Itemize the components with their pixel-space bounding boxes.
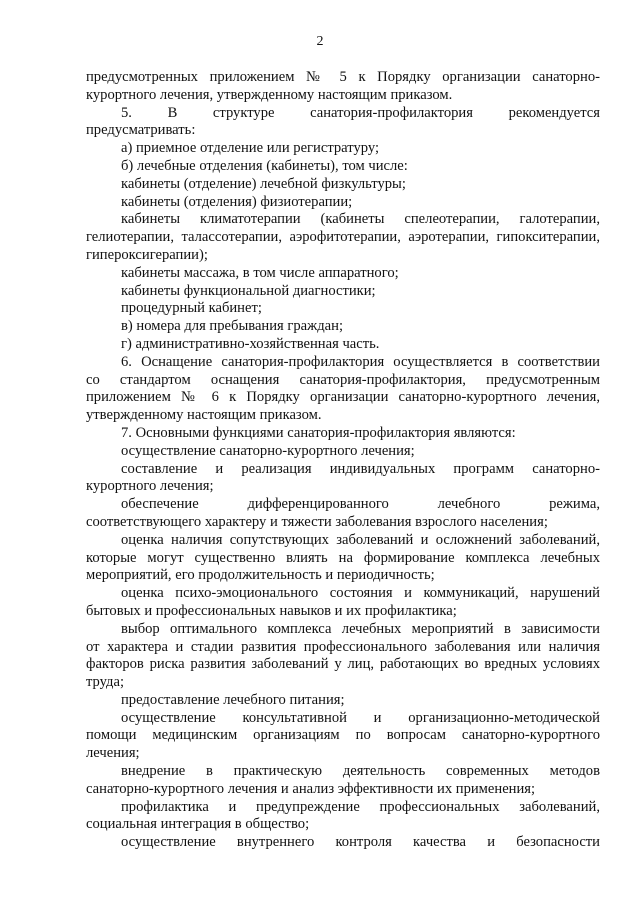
text-line: 5. В структуре санатория-профилактория рекомендуется bbox=[121, 104, 600, 121]
page-number: 2 bbox=[316, 34, 324, 49]
text-line: составление и реализация индивидуальных программ санаторно- bbox=[121, 460, 600, 477]
text-line: обеспечение дифференцированного лечебного режима, bbox=[121, 496, 600, 513]
text-line: курортного лечения, утвержденному настоящим приказом. bbox=[86, 86, 453, 103]
text-line: осуществление консультативной и организационно-методической bbox=[121, 709, 600, 726]
text-line: б) лечебные отделения (кабинеты), том числе: bbox=[121, 157, 408, 174]
text-line: приложением № 6 к Порядку организации санаторно-курортного лечения, bbox=[86, 389, 600, 406]
text-line: факторов риска развития заболеваний у лиц, работающих во вредных условиях bbox=[86, 656, 600, 673]
text-line: г) административно-хозяйственная часть. bbox=[121, 335, 380, 352]
text-line: выбор оптимального комплекса лечебных мероприятий в зависимости bbox=[121, 620, 600, 637]
text-line: кабинеты функциональной диагностики; bbox=[121, 282, 376, 299]
text-line: социальная интеграция в общество; bbox=[86, 816, 310, 833]
text-line: кабинеты (отделения) физиотерапии; bbox=[121, 193, 353, 210]
text-line: в) номера для пребывания граждан; bbox=[121, 318, 344, 335]
text-line: осуществление внутреннего контроля качества и безопасности bbox=[121, 834, 600, 851]
text-line: 6. Оснащение санатория-профилактория осуществляется в соответствии bbox=[121, 353, 600, 370]
text-line: оценка психо-эмоционального состояния и коммуникаций, нарушений bbox=[121, 585, 600, 602]
text-line: со стандартом оснащения санатория-профилактория, предусмотренным bbox=[86, 371, 600, 388]
text-line: гипероксигерапии); bbox=[86, 246, 208, 263]
text-line: которые могут существенно влиять на формирование комплекса лечебных bbox=[86, 549, 600, 566]
text-line: предоставление лечебного питания; bbox=[121, 691, 345, 708]
text-line: осуществление санаторно-курортного лечения; bbox=[121, 442, 415, 459]
text-line: профилактика и предупреждение профессиональных заболеваний, bbox=[121, 798, 600, 815]
text-line: а) приемное отделение или регистратуру; bbox=[121, 140, 380, 157]
text-line: процедурный кабинет; bbox=[121, 300, 262, 317]
text-line: предусмотренных приложением № 5 к Порядку организации санаторно- bbox=[86, 69, 600, 85]
text-line: предусматривать: bbox=[86, 122, 196, 139]
text-line: оценка наличия сопутствующих заболеваний и осложнений заболеваний, bbox=[121, 531, 600, 548]
text-line: лечения; bbox=[86, 745, 140, 762]
text-line: утвержденному настоящим приказом. bbox=[86, 407, 322, 424]
text-line: помощи медицинским организациям по вопросам санаторно-курортного bbox=[86, 727, 600, 744]
text-line: труда; bbox=[86, 674, 124, 691]
text-line: гелиотерапии, талассотерапии, аэрофитотерапии, аэротерапии, гипокситерапии, bbox=[86, 229, 600, 246]
text-line: санаторно-курортного лечения и анализ эффективности их применения; bbox=[86, 780, 536, 797]
text-line: кабинеты массажа, в том числе аппаратного; bbox=[121, 264, 399, 281]
text-line: мероприятий, его продолжительность и периодичность; bbox=[86, 567, 435, 584]
text-line: курортного лечения; bbox=[86, 478, 214, 495]
text-line: соответствующего характеру и тяжести заболевания взрослого населения; bbox=[86, 513, 548, 530]
text-line: бытовых и профессиональных навыков и их профилактика; bbox=[86, 602, 457, 619]
document-body bbox=[86, 69, 600, 852]
text-line: внедрение в практическую деятельность современных методов bbox=[121, 763, 600, 780]
text-line: 7. Основными функциями санатория-профилактория являются: bbox=[121, 424, 516, 441]
text-line: кабинеты (отделение) лечебной физкультуры; bbox=[121, 175, 406, 192]
text-line: кабинеты климатотерапии (кабинеты спелеотерапии, галотерапии, bbox=[121, 211, 600, 228]
text-line: от характера и стадии развития профессионального заболевания или наличия bbox=[86, 638, 600, 655]
